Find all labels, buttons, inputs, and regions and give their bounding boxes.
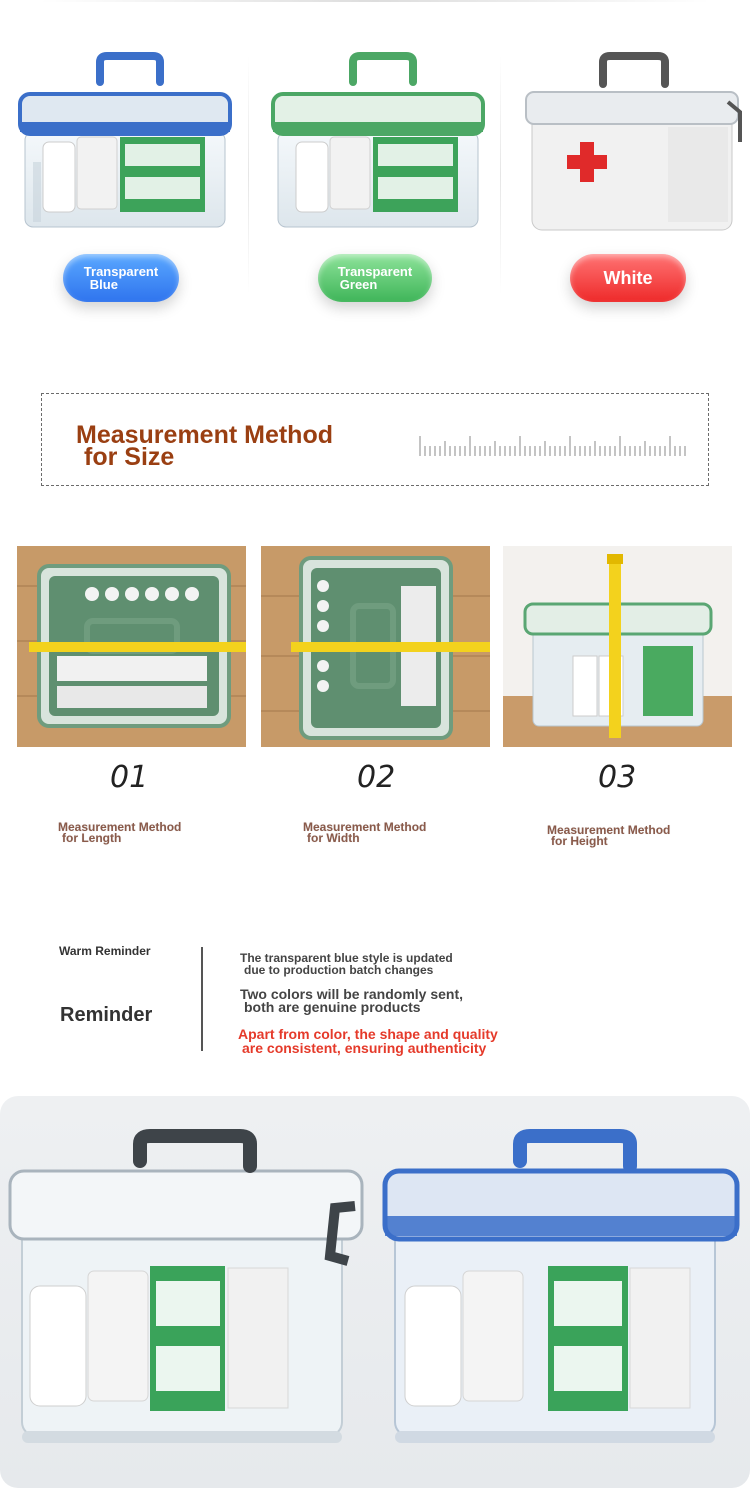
step-caption-height (547, 825, 670, 847)
step-caption-line2: for Length (62, 831, 122, 845)
reminder-line-3a: Apart from color, the shape and quality (238, 1026, 498, 1042)
measuring-tape-icon (609, 556, 621, 738)
step-caption-width (303, 822, 426, 844)
reminder-line-1a: The transparent blue style is updated (240, 951, 453, 965)
color-option-label-line2: Green (339, 277, 378, 292)
color-option-transparent-blue[interactable] (63, 254, 179, 302)
card-separator (500, 55, 501, 295)
product-image-clear-black (10, 1136, 362, 1443)
step-caption-line1: Measurement Method (58, 820, 182, 834)
step-caption-line2: for Width (307, 831, 360, 845)
reminder-line-3 (238, 1027, 498, 1055)
reminder-line-2 (240, 988, 463, 1014)
reminder-line-2a: Two colors will be randomly sent, (240, 986, 464, 1002)
color-option-white[interactable] (570, 254, 686, 302)
color-option-label-line2: Blue (89, 277, 118, 292)
top-divider (40, 0, 710, 2)
reminder-divider (201, 947, 203, 1051)
measure-photo-width (261, 546, 490, 747)
step-caption-line1: Measurement Method (547, 823, 671, 837)
color-option-label-line1: Transparent (83, 264, 159, 279)
product-image-white (518, 42, 748, 242)
product-image-transparent-blue (15, 42, 245, 242)
bottom-product-banner (0, 1096, 750, 1488)
color-option-transparent-green[interactable] (318, 254, 432, 302)
step-caption-line2: for Height (551, 834, 608, 848)
product-image-transparent-green (268, 42, 498, 242)
color-option-label-line1: Transparent (337, 264, 413, 279)
reminder-line-3b: are consistent, ensuring authenticity (242, 1040, 487, 1056)
product-image-blue (385, 1136, 737, 1443)
step-number: 02 (357, 760, 396, 795)
product-image-pair (0, 1096, 750, 1488)
measuring-tape-icon (29, 642, 246, 652)
reminder-heading: Reminder (60, 1004, 153, 1026)
measuring-tape-icon (291, 642, 490, 652)
step-number: 01 (110, 760, 149, 795)
reminder-line-1 (240, 952, 453, 976)
warm-reminder-heading: Warm Reminder (59, 944, 151, 958)
step-caption-line1: Measurement Method (303, 820, 427, 834)
step-number: 03 (598, 760, 637, 795)
measure-photo-height (503, 546, 732, 747)
ruler-scale-icon (418, 434, 688, 458)
card-separator (248, 55, 249, 295)
step-caption-length (58, 822, 181, 844)
reminder-line-1b: due to production batch changes (244, 963, 434, 977)
measurement-title (76, 421, 333, 471)
measure-photo-length (17, 546, 246, 747)
color-option-label: White (603, 267, 653, 288)
reminder-line-2b: both are genuine products (244, 999, 421, 1015)
measurement-title-line2: for Size (84, 443, 175, 471)
measurement-title-line1: Measurement Method (76, 421, 333, 449)
